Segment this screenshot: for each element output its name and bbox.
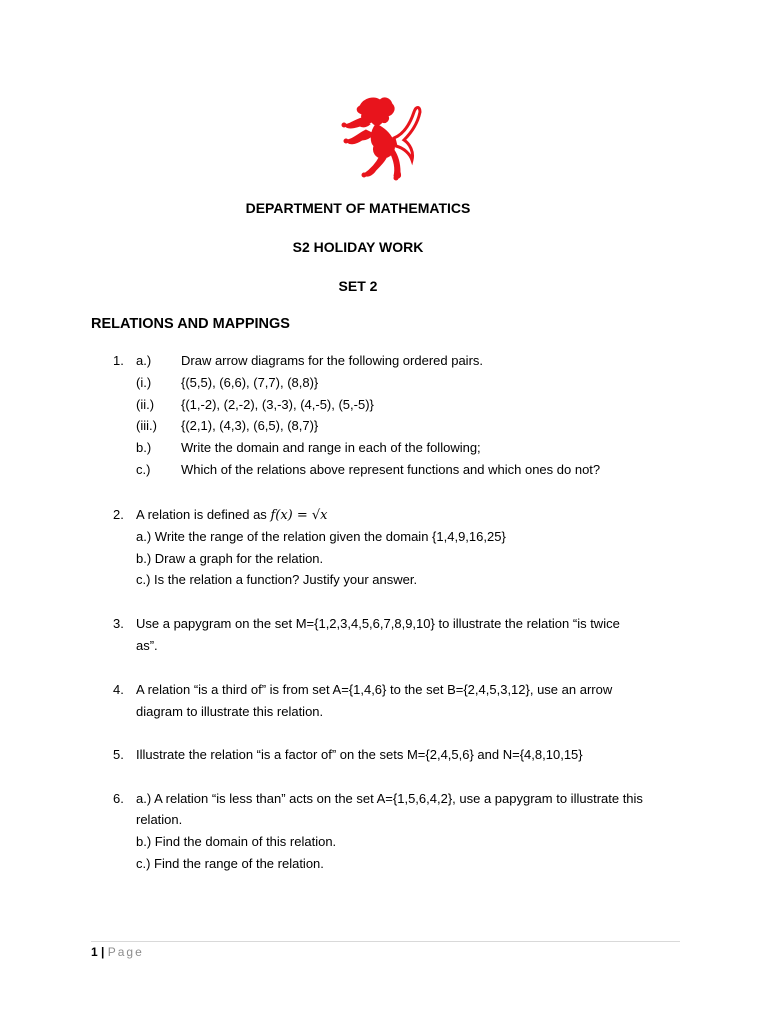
question-text: as”. [136,638,158,653]
question-text: b.) Find the domain of this relation. [136,834,337,849]
sub-label: (ii.) [136,397,155,412]
set-title: SET 2 [338,278,378,294]
ordered-pairs: {(2,1), (4,3), (6,5), (8,7)} [181,418,319,433]
ordered-pairs: {(1,-2), (2,-2), (3,-3), (4,-5), (5,-5)} [181,397,374,412]
part-text: c.) Is the relation a function? Justify your answer. [136,572,418,587]
ordered-pairs: {(5,5), (6,6), (7,7), (8,8)} [181,375,319,390]
question-number: 6. [113,791,124,806]
question-text: A relation “is a third of” is from set A={1,4,6} to the set B={2,4,5,3,12}, use an arrow [136,682,613,697]
part-text: Which of the relations above represent functions and which ones do not? [181,462,601,477]
part-text: Write the domain and range in each of the following; [181,440,481,455]
part-text: a.) Write the range of the relation given the domain {1,4,9,16,25} [136,529,506,544]
part-text: b.) Draw a graph for the relation. [136,551,324,566]
question-number: 5. [113,747,124,762]
footer-divider [91,941,680,942]
question-intro: A relation is defined as [136,507,267,522]
sub-label: (i.) [136,375,152,390]
document-title: S2 HOLIDAY WORK [292,239,424,255]
department-title: DEPARTMENT OF MATHEMATICS [245,200,471,216]
question-text: Illustrate the relation “is a factor of” on the sets M={2,4,5,6} and N={4,8,10,15} [136,747,583,762]
page-footer [91,945,144,959]
question-number: 2. [113,507,124,522]
question-text: Use a papygram on the set M={1,2,3,4,5,6,7,8,9,10} to illustrate the relation “is twice [136,616,620,631]
question-text [136,507,328,524]
footer-separator: | [101,945,105,959]
question-number: 3. [113,616,124,631]
question-text: diagram to illustrate this relation. [136,704,324,719]
part-label: b.) [136,440,152,455]
page-number: 1 [91,945,98,959]
question-text: c.) Find the range of the relation. [136,856,324,871]
part-text: Draw arrow diagrams for the following ordered pairs. [181,353,484,368]
part-label: c.) [136,462,151,477]
page-label: Page [107,945,144,959]
question-text: a.) A relation “is less than” acts on the set A={1,5,6,4,2}, use a papygram to illustrate this [136,791,643,806]
question-number: 4. [113,682,124,697]
lion-crest-logo [340,94,426,184]
function-formula: f(x) = √x [270,508,328,523]
part-label: a.) [136,353,152,368]
sub-label: (iii.) [136,418,157,433]
question-number: 1. [113,353,124,368]
question-text: relation. [136,812,183,827]
section-heading: RELATIONS AND MAPPINGS [91,316,290,332]
